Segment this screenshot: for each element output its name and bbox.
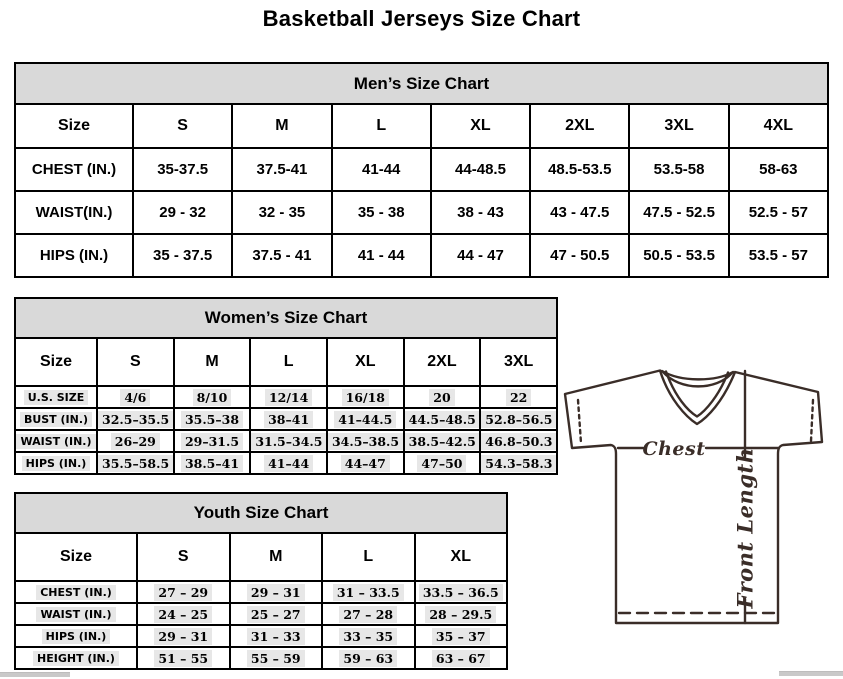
cell-value: 20 xyxy=(404,386,481,408)
cell-value: 37.5 - 41 xyxy=(232,234,331,277)
cell-value: 35.5–58.5 xyxy=(97,452,174,474)
jersey-outline xyxy=(565,371,822,624)
column-header: 2XL xyxy=(530,104,629,148)
column-header: Size xyxy=(15,533,137,581)
table-title: Women’s Size Chart xyxy=(15,298,557,338)
page-title: Basketball Jerseys Size Chart xyxy=(262,6,581,31)
cell-value: 63 – 67 xyxy=(415,647,508,669)
horizontal-scrollbar-fragment-left[interactable] xyxy=(0,672,70,677)
horizontal-scrollbar-fragment-right[interactable] xyxy=(779,671,843,676)
cell-value: 35 - 37.5 xyxy=(133,234,232,277)
column-header: L xyxy=(250,338,327,386)
right-cuff-dashed-seam xyxy=(811,400,813,441)
cell-value: 41–44 xyxy=(250,452,327,474)
cell-value: 50.5 - 53.5 xyxy=(629,234,728,277)
row-label: WAIST (IN.) xyxy=(15,603,137,625)
womens-size-table xyxy=(14,297,558,475)
cell-value: 33.5 – 36.5 xyxy=(415,581,508,603)
cell-value: 43 - 47.5 xyxy=(530,191,629,234)
cell-value: 47 - 50.5 xyxy=(530,234,629,277)
table-title: Youth Size Chart xyxy=(15,493,507,533)
cell-value: 4/6 xyxy=(97,386,174,408)
row-label: BUST (IN.) xyxy=(15,408,97,430)
cell-value: 41-44 xyxy=(332,148,431,191)
row-label: CHEST (IN.) xyxy=(15,148,133,191)
cell-value: 41 - 44 xyxy=(332,234,431,277)
cell-value: 44.5–48.5 xyxy=(404,408,481,430)
column-header-row xyxy=(15,533,507,581)
cell-value: 48.5-53.5 xyxy=(530,148,629,191)
row-label: HIPS (IN.) xyxy=(15,452,97,474)
table-row xyxy=(15,191,828,234)
column-header: 2XL xyxy=(404,338,481,386)
column-header: Size xyxy=(15,338,97,386)
cell-value: 29 - 32 xyxy=(133,191,232,234)
cell-value: 52.8–56.5 xyxy=(480,408,557,430)
row-label: WAIST(IN.) xyxy=(15,191,133,234)
column-header: 3XL xyxy=(629,104,728,148)
cell-value: 52.5 - 57 xyxy=(729,191,828,234)
cell-value: 32 - 35 xyxy=(232,191,331,234)
column-header: S xyxy=(97,338,174,386)
cell-value: 31.5–34.5 xyxy=(250,430,327,452)
cell-value: 38.5–41 xyxy=(174,452,251,474)
left-cuff-dashed-seam xyxy=(578,400,581,443)
cell-value: 35.5–38 xyxy=(174,408,251,430)
row-label: HIPS (IN.) xyxy=(15,234,133,277)
column-header: XL xyxy=(327,338,404,386)
cell-value: 29 – 31 xyxy=(137,625,230,647)
cell-value: 54.3–58.3 xyxy=(480,452,557,474)
cell-value: 51 – 55 xyxy=(137,647,230,669)
cell-value: 38–41 xyxy=(250,408,327,430)
cell-value: 35-37.5 xyxy=(133,148,232,191)
column-header: 4XL xyxy=(729,104,828,148)
cell-value: 33 – 35 xyxy=(322,625,415,647)
column-header: XL xyxy=(415,533,508,581)
column-header: M xyxy=(174,338,251,386)
cell-value: 58-63 xyxy=(729,148,828,191)
column-header: S xyxy=(133,104,232,148)
cell-value: 27 – 28 xyxy=(322,603,415,625)
cell-value: 28 – 29.5 xyxy=(415,603,508,625)
table-row xyxy=(15,148,828,191)
mens-size-table xyxy=(14,62,829,278)
chest-label: Chest xyxy=(642,438,706,460)
row-label: HIPS (IN.) xyxy=(15,625,137,647)
cell-value: 41–44.5 xyxy=(327,408,404,430)
cell-value: 8/10 xyxy=(174,386,251,408)
cell-value: 55 – 59 xyxy=(230,647,323,669)
cell-value: 59 – 63 xyxy=(322,647,415,669)
cell-value: 25 – 27 xyxy=(230,603,323,625)
youth-size-table xyxy=(14,492,508,670)
cell-value: 16/18 xyxy=(327,386,404,408)
cell-value: 35 – 37 xyxy=(415,625,508,647)
table-row xyxy=(15,430,557,452)
table-row xyxy=(15,386,557,408)
cell-value: 38.5–42.5 xyxy=(404,430,481,452)
table-row xyxy=(15,647,507,669)
cell-value: 53.5 - 57 xyxy=(729,234,828,277)
cell-value: 47–50 xyxy=(404,452,481,474)
column-header: M xyxy=(230,533,323,581)
cell-value: 53.5-58 xyxy=(629,148,728,191)
row-label: U.S. SIZE xyxy=(15,386,97,408)
row-label: HEIGHT (IN.) xyxy=(15,647,137,669)
column-header-row xyxy=(15,104,828,148)
table-row xyxy=(15,234,828,277)
cell-value: 34.5–38.5 xyxy=(327,430,404,452)
column-header: S xyxy=(137,533,230,581)
cell-value: 46.8–50.3 xyxy=(480,430,557,452)
cell-value: 29 – 31 xyxy=(230,581,323,603)
table-row xyxy=(15,452,557,474)
cell-value: 35 - 38 xyxy=(332,191,431,234)
cell-value: 26–29 xyxy=(97,430,174,452)
cell-value: 22 xyxy=(480,386,557,408)
column-header: XL xyxy=(431,104,530,148)
cell-value: 31 – 33 xyxy=(230,625,323,647)
cell-value: 29–31.5 xyxy=(174,430,251,452)
column-header: M xyxy=(232,104,331,148)
collar-band-arc-inner xyxy=(662,371,733,379)
front-length-label: Front Length xyxy=(732,447,758,609)
cell-value: 37.5-41 xyxy=(232,148,331,191)
cell-value: 44-48.5 xyxy=(431,148,530,191)
table-row xyxy=(15,625,507,647)
column-header: L xyxy=(322,533,415,581)
row-label: WAIST (IN.) xyxy=(15,430,97,452)
column-header: Size xyxy=(15,104,133,148)
cell-value: 44–47 xyxy=(327,452,404,474)
cell-value: 31 – 33.5 xyxy=(322,581,415,603)
cell-value: 38 - 43 xyxy=(431,191,530,234)
table-row xyxy=(15,603,507,625)
column-header: 3XL xyxy=(480,338,557,386)
table-title: Men’s Size Chart xyxy=(15,63,828,104)
jersey-measurement-diagram xyxy=(555,360,843,679)
table-row xyxy=(15,408,557,430)
cell-value: 27 – 29 xyxy=(137,581,230,603)
cell-value: 12/14 xyxy=(250,386,327,408)
cell-value: 32.5–35.5 xyxy=(97,408,174,430)
table-row xyxy=(15,581,507,603)
column-header-row xyxy=(15,338,557,386)
cell-value: 44 - 47 xyxy=(431,234,530,277)
cell-value: 24 – 25 xyxy=(137,603,230,625)
column-header: L xyxy=(332,104,431,148)
row-label: CHEST (IN.) xyxy=(15,581,137,603)
cell-value: 47.5 - 52.5 xyxy=(629,191,728,234)
